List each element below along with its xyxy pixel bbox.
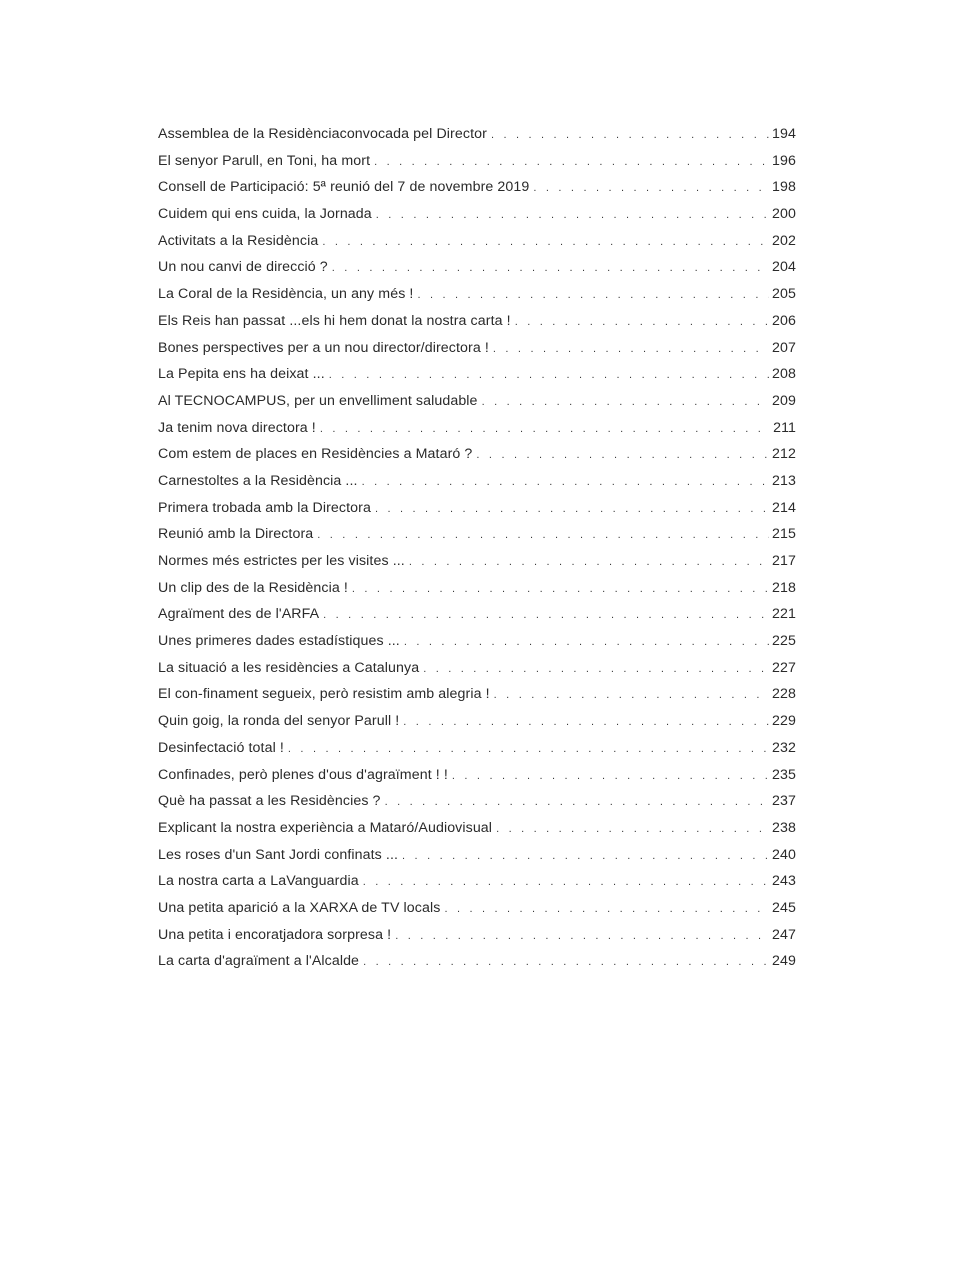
toc-entry-page: 208	[772, 366, 796, 383]
toc-entry-title: Ja tenim nova directora !	[158, 419, 316, 436]
toc-entry-title: Al TECNOCAMPUS, per un envelliment saludable	[158, 392, 478, 409]
toc-entry[interactable]	[158, 655, 796, 682]
toc-entry-page: 228	[772, 686, 796, 703]
toc-entry-title: Confinades, però plenes d'ous d'agraïment ! !	[158, 766, 448, 783]
toc-leader-dots	[288, 736, 769, 763]
toc-leader-dots	[423, 656, 769, 683]
toc-entry-page: 235	[772, 766, 796, 783]
toc-entry-title: Carnestoltes a la Residència ...	[158, 472, 358, 489]
toc-leader-dots	[482, 389, 769, 416]
toc-leader-dots	[395, 923, 769, 950]
toc-entry-page: 232	[772, 739, 796, 756]
toc-entry-title: Desinfectació total !	[158, 739, 284, 756]
toc-entry-title: Una petita i encoratjadora sorpresa !	[158, 926, 392, 943]
toc-entry-page: 200	[772, 206, 796, 223]
table-of-contents	[158, 121, 796, 975]
toc-leader-dots	[352, 576, 769, 603]
toc-entry-page: 225	[772, 633, 796, 650]
toc-entry-title: Les roses d'un Sant Jordi confinats ...	[158, 846, 399, 863]
toc-entry-page: 237	[772, 793, 796, 810]
toc-entry-page: 249	[772, 953, 796, 970]
toc-entry-page: 206	[772, 312, 796, 329]
toc-entry[interactable]	[158, 948, 796, 975]
toc-entry-page: 209	[772, 392, 796, 409]
toc-entry[interactable]	[158, 735, 796, 762]
toc-entry[interactable]	[158, 148, 796, 175]
toc-entry[interactable]	[158, 441, 796, 468]
toc-entry[interactable]	[158, 788, 796, 815]
toc-leader-dots	[322, 229, 769, 256]
toc-entry-title: Assemblea de la Residènciaconvocada pel Director	[158, 126, 487, 142]
toc-entry[interactable]	[158, 601, 796, 628]
toc-entry-page: 211	[773, 419, 796, 436]
toc-entry-title: Cuidem qui ens cuida, la Jornada	[158, 206, 372, 223]
toc-entry[interactable]	[158, 548, 796, 575]
toc-entry-page: 247	[772, 926, 796, 943]
toc-entry-page: 198	[772, 179, 796, 196]
toc-entry-page: 218	[772, 579, 796, 596]
toc-entry-title: Activitats a la Residència	[158, 232, 319, 249]
toc-leader-dots	[363, 869, 769, 896]
toc-entry-title: La nostra carta a LaVanguardia	[158, 873, 359, 890]
toc-entry-page: 215	[772, 526, 796, 543]
toc-leader-dots	[494, 682, 769, 709]
toc-entry[interactable]	[158, 681, 796, 708]
toc-leader-dots	[533, 175, 769, 202]
toc-leader-dots	[444, 896, 769, 923]
toc-entry-page: 217	[772, 553, 796, 569]
toc-entry-title: Bones perspectives per a un nou director/directora !	[158, 339, 489, 356]
toc-entry-title: Com estem de places en Residències a Mataró ?	[158, 446, 473, 463]
toc-entry[interactable]	[158, 922, 796, 949]
toc-entry-title: Una petita aparició a la XARXA de TV locals	[158, 899, 441, 916]
toc-entry[interactable]	[158, 521, 796, 548]
toc-entry[interactable]	[158, 895, 796, 922]
toc-entry[interactable]	[158, 308, 796, 335]
toc-entry[interactable]	[158, 575, 796, 602]
toc-leader-dots	[496, 816, 769, 843]
toc-leader-dots	[376, 202, 769, 229]
toc-entry[interactable]	[158, 708, 796, 735]
toc-leader-dots	[362, 469, 769, 496]
toc-entry-title: Primera trobada amb la Directora	[158, 499, 371, 516]
toc-leader-dots	[515, 309, 769, 336]
toc-leader-dots	[332, 255, 769, 282]
toc-leader-dots	[403, 709, 769, 736]
toc-entry-page: 194	[772, 126, 796, 142]
toc-entry[interactable]	[158, 201, 796, 228]
toc-leader-dots	[363, 949, 769, 976]
toc-leader-dots	[404, 629, 769, 656]
toc-entry-title: Consell de Participació: 5ª reunió del 7 de novembre 2019	[158, 179, 530, 196]
toc-entry-title: Normes més estrictes per les visites ...	[158, 553, 405, 569]
toc-leader-dots	[476, 442, 769, 469]
toc-entry-title: Els Reis han passat ...els hi hem donat la nostra carta !	[158, 312, 511, 329]
toc-entry[interactable]	[158, 628, 796, 655]
toc-entry-title: La Coral de la Residència, un any més !	[158, 286, 414, 303]
toc-entry[interactable]	[158, 121, 796, 148]
toc-entry-title: Agraïment des de l'ARFA	[158, 606, 320, 623]
toc-entry[interactable]	[158, 228, 796, 255]
toc-entry[interactable]	[158, 361, 796, 388]
toc-leader-dots	[374, 149, 769, 176]
toc-entry-title: Explicant la nostra experiència a Mataró/Audiovisual	[158, 819, 493, 836]
toc-entry-page: 205	[772, 286, 796, 303]
toc-leader-dots	[320, 416, 770, 443]
toc-leader-dots	[493, 336, 769, 363]
toc-entry-page: 221	[772, 606, 796, 623]
toc-entry[interactable]	[158, 174, 796, 201]
toc-leader-dots	[317, 522, 769, 549]
toc-entry-page: 229	[772, 713, 796, 730]
toc-entry[interactable]	[158, 254, 796, 281]
toc-leader-dots	[417, 282, 769, 309]
toc-entry-page: 240	[772, 846, 796, 863]
toc-entry[interactable]	[158, 868, 796, 895]
toc-entry-page: 196	[772, 152, 796, 169]
toc-entry-page: 202	[772, 232, 796, 249]
toc-entry-title: La carta d'agraïment a l'Alcalde	[158, 953, 360, 970]
toc-entry[interactable]	[158, 495, 796, 522]
toc-leader-dots	[402, 843, 769, 870]
toc-entry-title: Què ha passat a les Residències ?	[158, 793, 381, 810]
toc-entry[interactable]	[158, 842, 796, 869]
toc-entry-title: La situació a les residències a Catalunya	[158, 659, 420, 676]
toc-leader-dots	[409, 549, 769, 576]
toc-entry[interactable]	[158, 415, 796, 442]
toc-leader-dots	[452, 763, 769, 790]
toc-leader-dots	[375, 496, 769, 523]
toc-entry[interactable]	[158, 468, 796, 495]
toc-entry-title: La Pepita ens ha deixat ...	[158, 366, 325, 383]
toc-entry-title: Un clip des de la Residència !	[158, 579, 348, 596]
toc-leader-dots	[491, 122, 769, 149]
toc-entry[interactable]	[158, 815, 796, 842]
toc-leader-dots	[385, 789, 769, 816]
toc-entry-title: Reunió amb la Directora	[158, 526, 314, 543]
toc-entry-title: El con-finament segueix, però resistim amb alegria !	[158, 686, 490, 703]
toc-entry[interactable]	[158, 388, 796, 415]
toc-entry[interactable]	[158, 335, 796, 362]
toc-entry-page: 238	[772, 819, 796, 836]
toc-entry-page: 243	[772, 873, 796, 890]
toc-entry-page: 245	[772, 899, 796, 916]
toc-entry-page: 212	[772, 446, 796, 463]
toc-entry[interactable]	[158, 762, 796, 789]
toc-entry-page: 207	[772, 339, 796, 356]
toc-entry-page: 213	[772, 472, 796, 489]
toc-entry-title: Unes primeres dades estadístiques ...	[158, 633, 400, 650]
toc-leader-dots	[329, 362, 769, 389]
toc-entry-title: El senyor Parull, en Toni, ha mort	[158, 152, 371, 169]
toc-entry-title: Un nou canvi de direcció ?	[158, 259, 328, 276]
toc-entry-page: 214	[772, 499, 796, 516]
toc-entry-page: 227	[772, 659, 796, 676]
toc-entry-page: 204	[772, 259, 796, 276]
toc-leader-dots	[323, 602, 769, 629]
toc-entry[interactable]	[158, 281, 796, 308]
toc-entry-title: Quin goig, la ronda del senyor Parull !	[158, 713, 400, 730]
